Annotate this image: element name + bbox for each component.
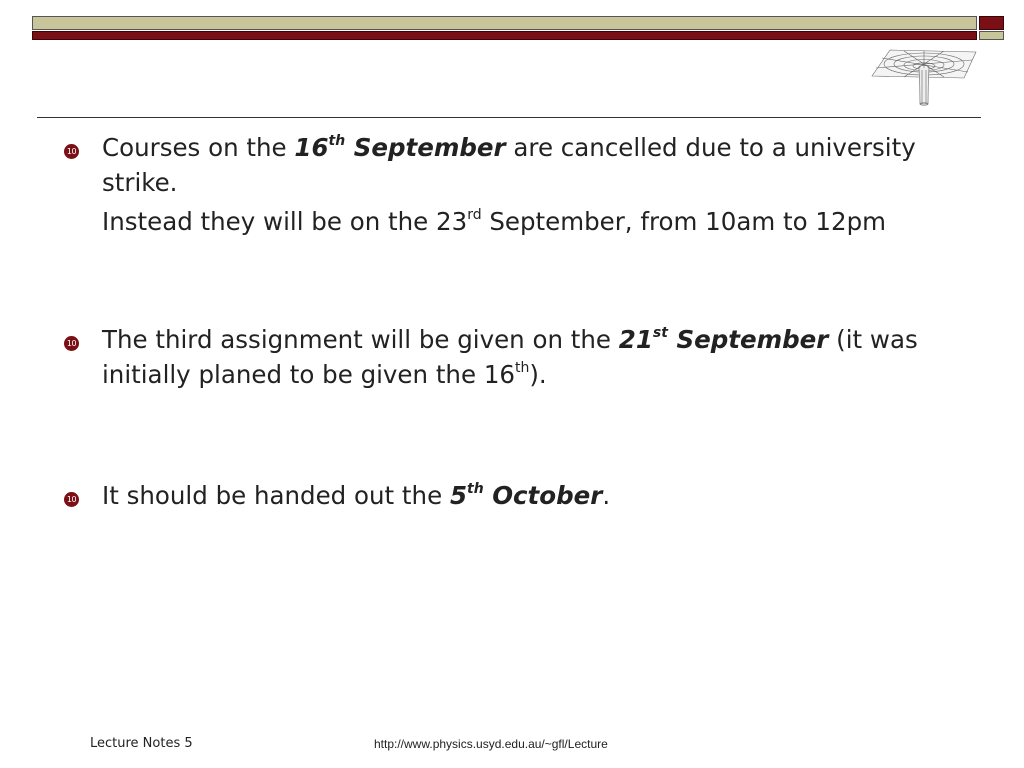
bullet-text: Courses on the 16th September are cancelled due to a university strike. bbox=[102, 132, 916, 197]
circled-ten-bullet: 10 bbox=[64, 492, 79, 507]
list-item bbox=[60, 478, 960, 513]
header-divider bbox=[37, 117, 981, 118]
header-bar-red bbox=[32, 31, 977, 40]
list-item bbox=[60, 322, 960, 392]
list-item bbox=[60, 130, 960, 239]
header-square-gold bbox=[979, 31, 1004, 40]
bullet-subtext: Instead they will be on the 23rd September, from 10am to 12pm bbox=[102, 206, 886, 236]
footer-lecture-label: Lecture Notes 5 bbox=[90, 736, 193, 751]
bullet-text: It should be handed out the 5th October. bbox=[102, 480, 611, 510]
header-bar-gold bbox=[32, 16, 977, 30]
footer-url: http://www.physics.usyd.edu.au/~gfl/Lecture bbox=[374, 737, 608, 751]
bullet-text: The third assignment will be given on the 21st September (it was initially planed to be given the 16th). bbox=[102, 324, 918, 389]
circled-ten-bullet: 10 bbox=[64, 144, 79, 159]
header-square-red bbox=[979, 16, 1004, 30]
funnel-mesh-icon bbox=[868, 46, 980, 108]
circled-ten-bullet: 10 bbox=[64, 336, 79, 351]
